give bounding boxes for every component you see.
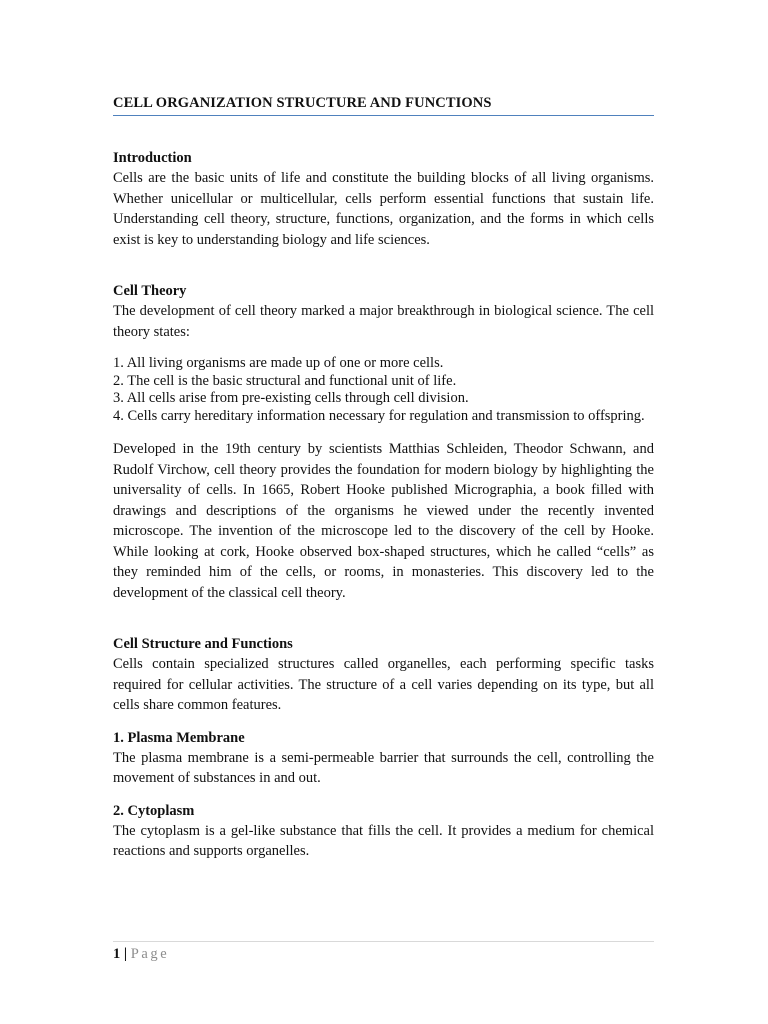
cell-structure-paragraph: Cells contain specialized structures called organelles, each performing specific tasks required for cellular activities. The structure of a cell varies depending on its type, but all cells share common features. xyxy=(113,656,654,713)
cytoplasm-paragraph: The cytoplasm is a gel-like substance that fills the cell. It provides a medium for chemical reactions and supports organelles. xyxy=(113,822,654,859)
plasma-membrane-paragraph: The plasma membrane is a semi-permeable barrier that surrounds the cell, controlling the movement of substances in and out. xyxy=(113,749,654,786)
list-item: 2. The cell is the basic structural and functional unit of life. xyxy=(113,372,457,389)
list-item: 1. All living organisms are made up of one or more cells. xyxy=(113,355,444,371)
introduction-heading: Introduction xyxy=(113,150,192,166)
cell-theory-paragraph: The development of cell theory marked a major breakthrough in biological science. The cell theory states: xyxy=(113,303,654,340)
footer-separator: | xyxy=(123,946,128,962)
plasma-membrane-heading: 1. Plasma Membrane xyxy=(113,729,245,746)
cell-theory-history-paragraph: Developed in the 19th century by scientists Matthias Schleiden, Theodor Schwann, and Rudolf Virchow, cell theory provides the foundation for modern biology by highlighting the universality of cells. In 1665, Robert Hooke published Micrographia, a book filled with drawings and descriptions of the organisms he viewed under the recently invented microscope. The invention of the microscope led to the discovery of the cell by Hooke. While looking at cork, Hooke observed box-shaped structures, which he called “cells” as they reminded him of the cells, or rooms, in monasteries. This discovery led to the development of the classical cell theory. xyxy=(113,441,654,601)
cell-theory-list xyxy=(113,355,654,425)
page-footer xyxy=(113,941,654,963)
page-number: 1 xyxy=(113,946,121,962)
cytoplasm-heading: 2. Cytoplasm xyxy=(113,802,195,819)
page-content xyxy=(113,93,654,862)
section-introduction xyxy=(113,148,654,250)
introduction-paragraph: Cells are the basic units of life and constitute the building blocks of all living organisms. Whether unicellular or multicellular, cells perform essential functions that sustain life. Understanding cell theory, structure, functions, organization, and the forms in which cells exist is key to understanding biology and life sciences. xyxy=(113,170,654,248)
document-title: CELL ORGANIZATION STRUCTURE AND FUNCTIONS xyxy=(113,93,654,116)
section-cell-theory xyxy=(113,281,654,603)
section-cell-structure xyxy=(113,634,654,862)
page-label: Page xyxy=(130,946,170,962)
cell-theory-heading: Cell Theory xyxy=(113,283,187,299)
list-item: 3. All cells arise from pre-existing cells through cell division. xyxy=(113,390,469,406)
cell-structure-heading: Cell Structure and Functions xyxy=(113,636,293,652)
list-item: 4. Cells carry hereditary information necessary for regulation and transmission to offspring. xyxy=(113,407,645,424)
